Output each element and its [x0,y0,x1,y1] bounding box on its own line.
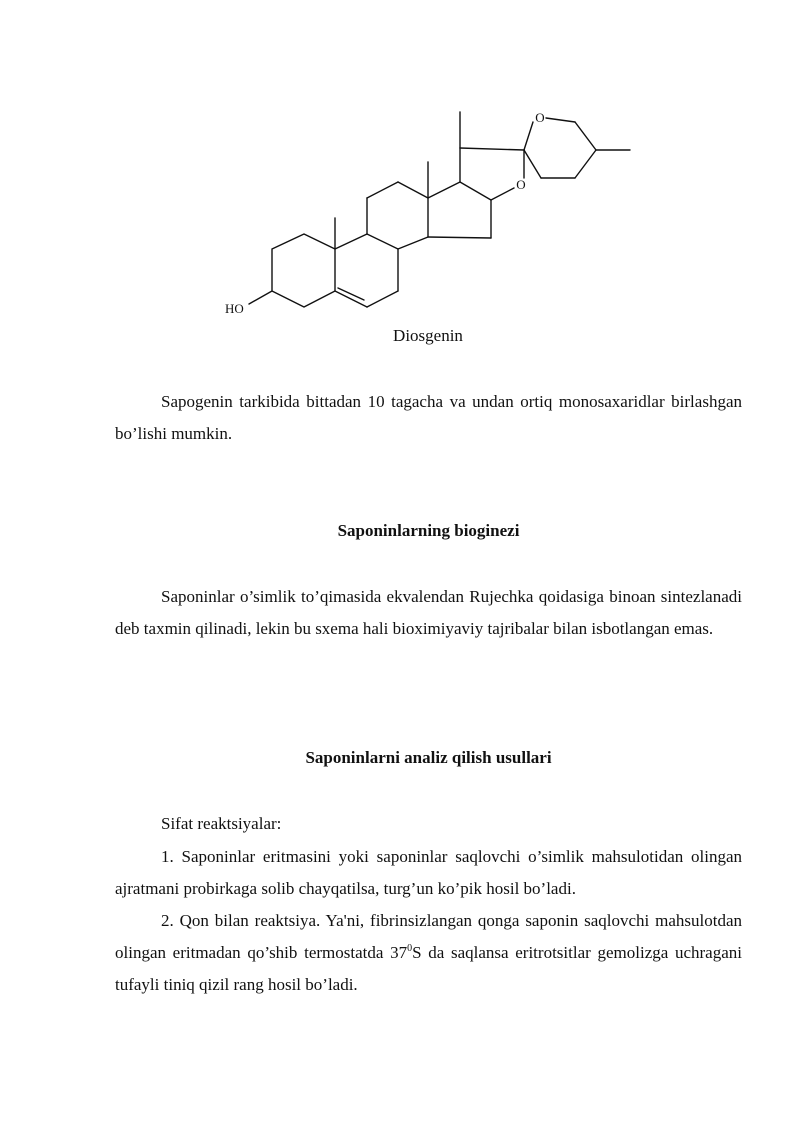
paragraph-3 [115,841,742,905]
diosgenin-structure [200,100,640,320]
degree-superscript: 0 [407,943,413,954]
paragraph-4 [115,905,742,1001]
oxygen-label-ring: O [516,177,526,192]
qualitative-reactions-label: Sifat reaktsiyalar: [161,814,282,833]
paragraph-4-text-start: 2. Qon bilan reaktsiya. Ya'ni, fibrinsizlangan qonga saponin saqlovchi mahsulotdan olingan eritmadan qo’shib termostatda 37 [115,911,742,962]
oxygen-label-top: O [535,110,545,125]
paragraph-3-text: 1. Saponinlar eritmasini yoki saponinlar saqlovchi o’simlik mahsulotidan olingan ajratmani probirkaga solib chayqatilsa, turg’un ko’pik hosil bo’ladi. [115,847,742,898]
ring-a [272,234,335,307]
heading-analysis-methods: Saponinlarni analiz qilish usullari [305,748,552,767]
figure-caption: Diosgenin [393,326,463,345]
hydroxyl-label: HO [225,301,244,316]
paragraph-2 [115,581,742,645]
paragraph-2-text: Saponinlar o’simlik to’qimasida ekvalendan Rujechka qoidasiga binoan sintezlanadi deb taxmin qilinadi, lekin bu sxema hali bioximiyaviy tajribalar bilan isbotlangan emas. [115,587,742,638]
paragraph-1-text: Sapogenin tarkibida bittadan 10 tagacha va undan ortiq monosaxaridlar birlashgan bo’lishi mumkin. [115,392,742,443]
paragraph-1 [115,386,742,450]
heading-biosynthesis: Saponinlarning bioginezi [337,521,520,540]
paragraph-4-text-end: S da saqlansa eritrotsitlar gemolizga uchragani tufayli tiniq qizil rang hosil bo’ladi. [115,943,742,994]
